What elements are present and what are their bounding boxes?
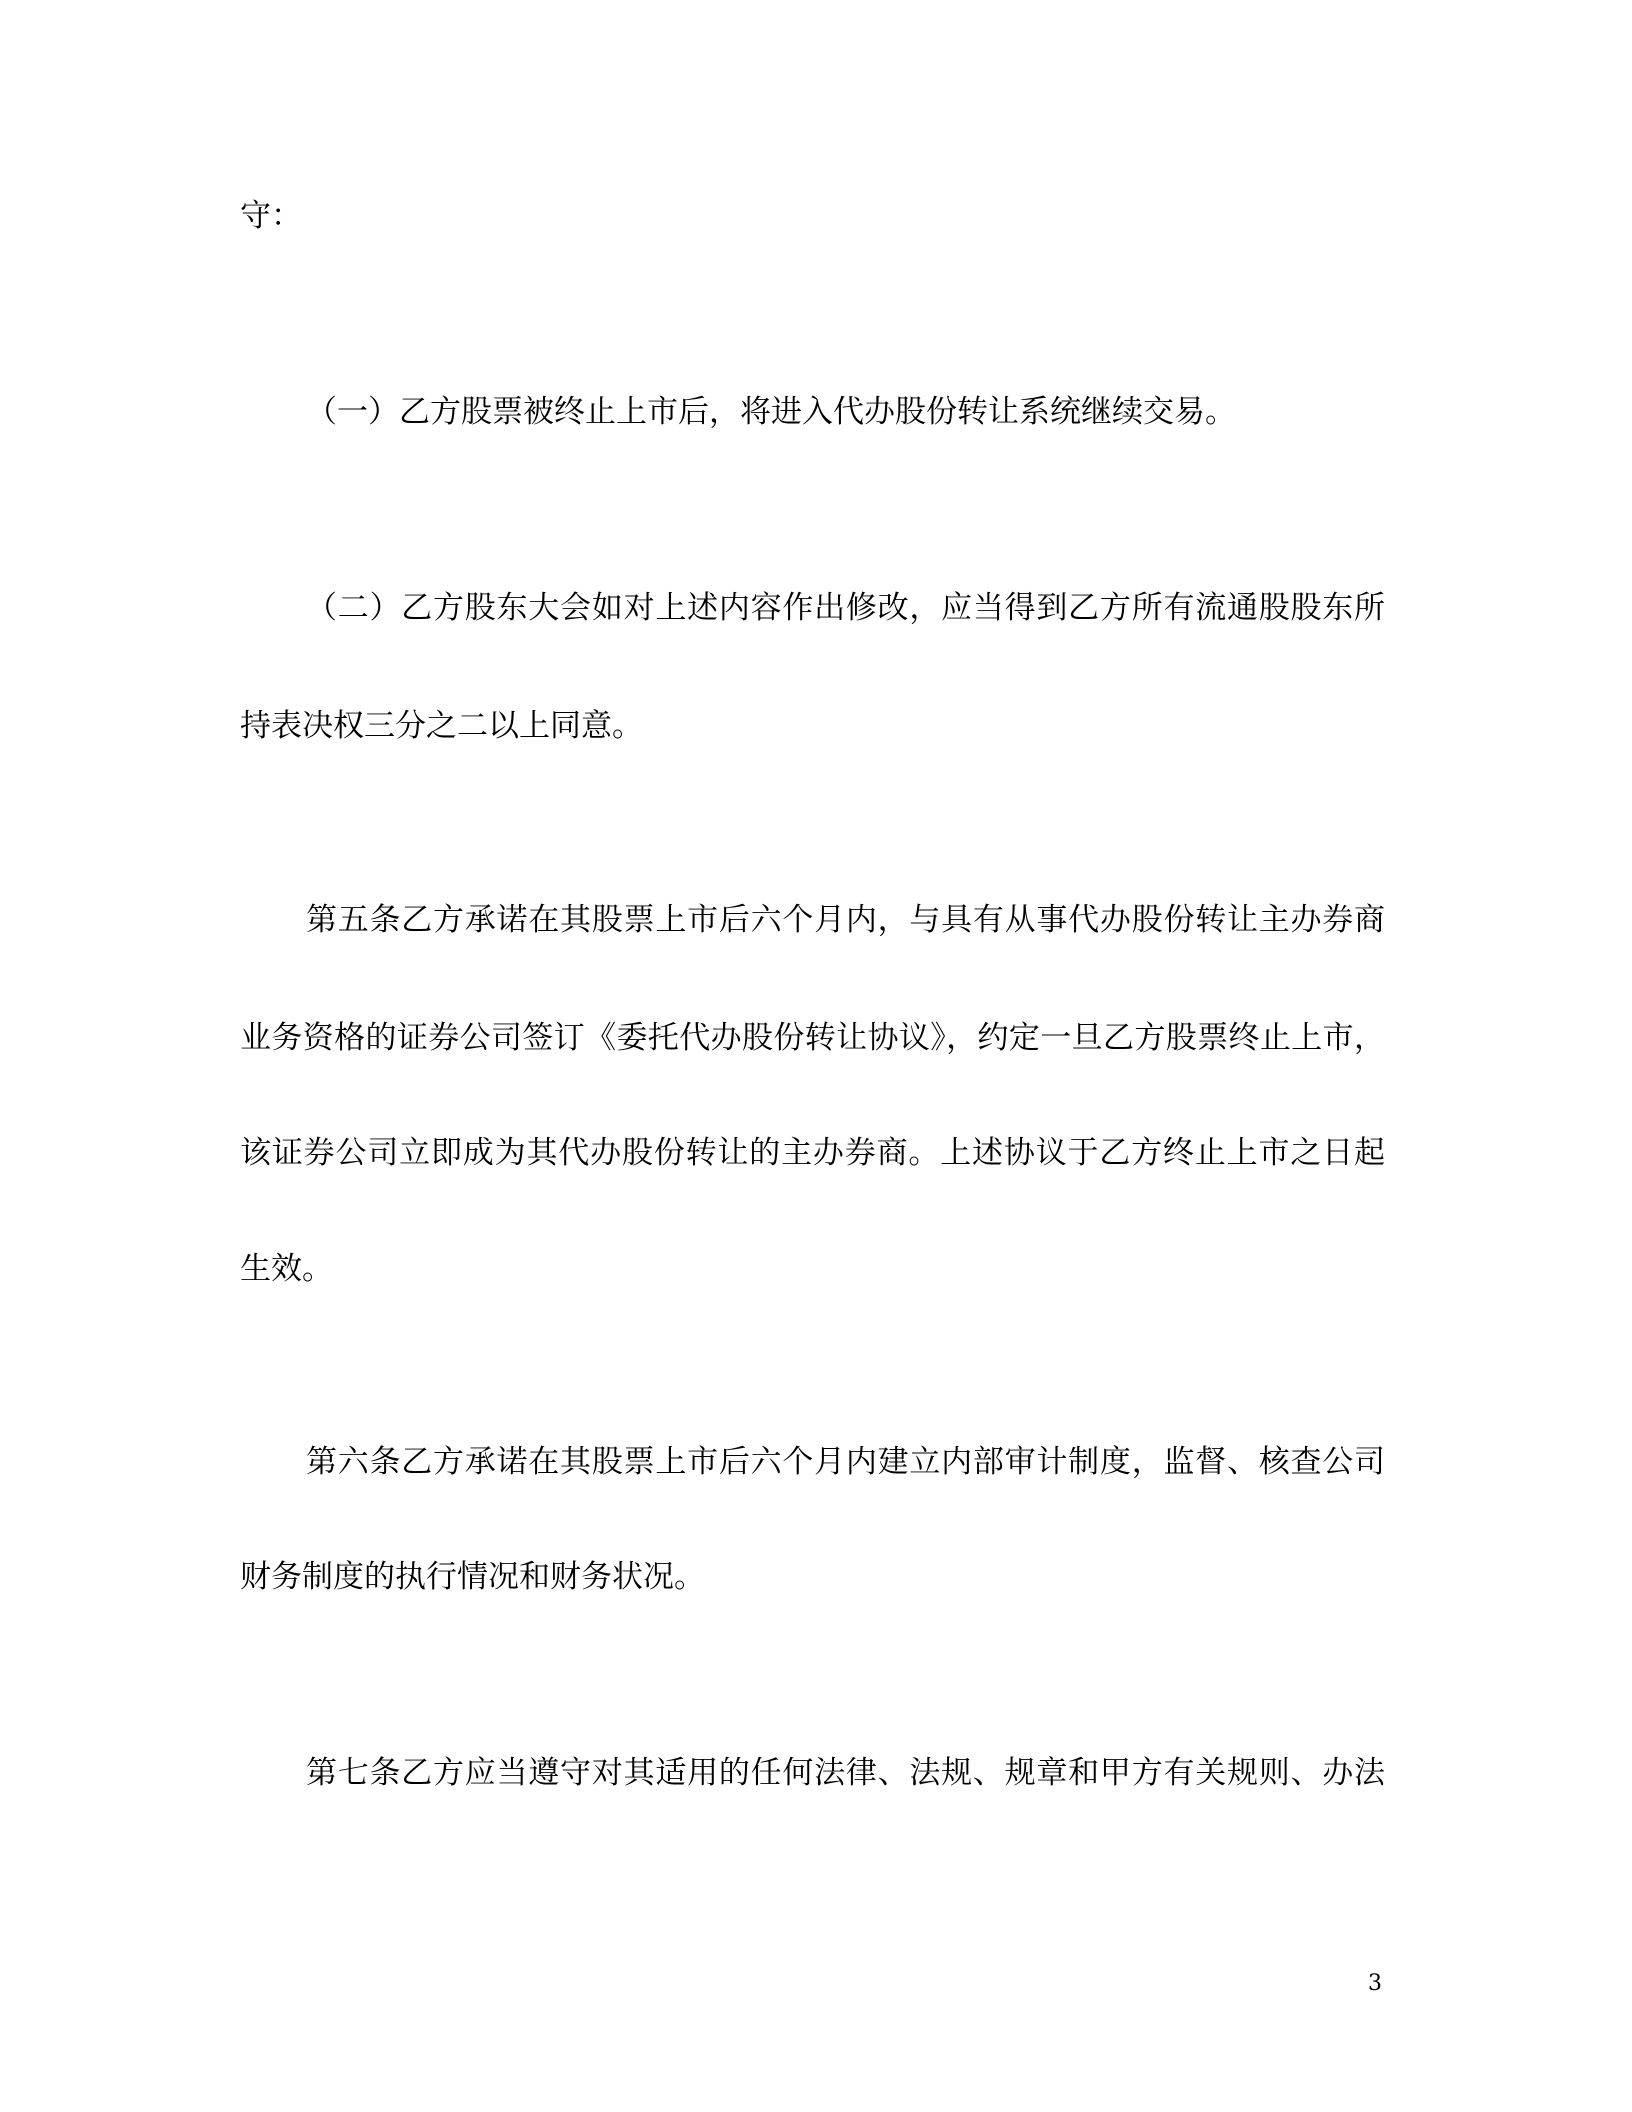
- text-line-item-2: （二）乙方股东大会如对上述内容作出修改，应当得到乙方所有流通股股东所: [306, 590, 1385, 626]
- text-line-item-1: （一）乙方股票被终止上市后，将进入代办股份转让系统继续交易。: [306, 394, 1236, 430]
- page-number: 3: [1368, 1971, 1382, 1996]
- text-line-article-5: 第五条乙方承诺在其股票上市后六个月内，与具有从事代办股份转让主办券商: [306, 902, 1385, 938]
- text-line-article-5-cont-3: 生效。: [240, 1251, 333, 1287]
- text-line-article-6-cont: 财务制度的执行情况和财务状况。: [240, 1559, 705, 1595]
- text-line-article-7: 第七条乙方应当遵守对其适用的任何法律、法规、规章和甲方有关规则、办法: [306, 1755, 1385, 1791]
- text-line-article-5-cont-1: 业务资格的证券公司签订《委托代办股份转让协议》，约定一旦乙方股票终止上市，: [240, 1020, 1385, 1056]
- text-line-item-2-cont: 持表决权三分之二以上同意。: [240, 708, 643, 744]
- text-line-article-6: 第六条乙方承诺在其股票上市后六个月内建立内部审计制度，监督、核查公司: [306, 1444, 1385, 1480]
- text-line-article-5-cont-2: 该证券公司立即成为其代办股份转让的主办券商。上述协议于乙方终止上市之日起: [240, 1135, 1385, 1171]
- text-line-continuation: 守：: [240, 198, 302, 234]
